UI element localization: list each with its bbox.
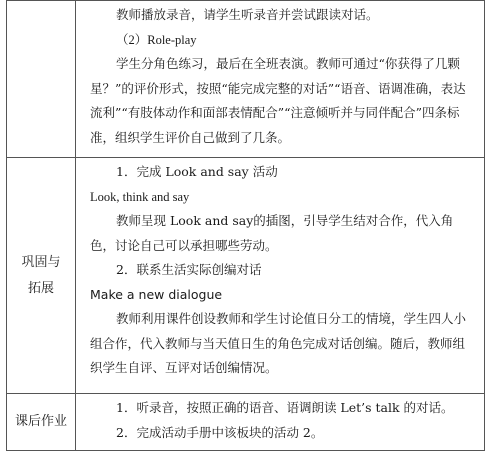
row-label-homework	[7, 394, 76, 451]
homework-item-1: 1．听录音，按照正确的语音、语调朗读 Let’s talk 的对话。	[116, 400, 454, 415]
label-line-2: 拓展	[27, 280, 54, 296]
activity-1-title: 1．完成 Look and say 活动	[116, 164, 278, 179]
role-play-paragraph: 学生分角色练习，最后在全班表演。教师可通过“你获得了几颗星？”的评价形式，按照“能完成完整的对话”“语音、语调准确，表达流利”“有肢体动作和面部表情配合”“注意倾听并与同伴配合”四条标准，组织学生评价自己做到了几条。	[90, 56, 466, 145]
activity-2-title: 2．联系生活实际创编对话	[116, 262, 262, 277]
activity-2-subtitle: Make a new dialogue	[90, 286, 223, 302]
lesson-plan-table	[6, 0, 485, 451]
role-play-heading: （2）Role-play	[116, 32, 197, 47]
table-row-homework	[7, 394, 485, 451]
homework-label: 课后作业	[14, 414, 67, 429]
activity-1-paragraph: 教师呈现 Look and say的插图，引导学生结对合作，代入角色，讨论自己可以承担哪些劳动。	[90, 213, 454, 253]
activity-1-subtitle: Look, think and say	[90, 189, 190, 204]
label-line-1: 巩固与	[21, 254, 61, 270]
table-row-practice	[7, 1, 485, 158]
lesson-plan-document	[6, 0, 485, 450]
table-row-consolidation	[7, 158, 485, 394]
row-label-consolidation	[7, 158, 76, 394]
homework-item-2: 2．完成活动手册中该板块的活动 2。	[116, 424, 324, 440]
row-label-empty	[7, 1, 76, 158]
homework-content-cell	[76, 394, 485, 451]
consolidation-content-cell	[76, 158, 485, 394]
practice-content-cell	[76, 1, 485, 158]
activity-2-paragraph: 教师利用课件创设教师和学生讨论值日分工的情境，学生四人小组合作，代入教师与当天值日生的角色完成对话创编。随后，教师组织学生自评、互评对话创编情况。	[90, 311, 467, 375]
listen-repeat-text: 教师播放录音，请学生听录音并尝试跟读对话。	[116, 7, 379, 22]
